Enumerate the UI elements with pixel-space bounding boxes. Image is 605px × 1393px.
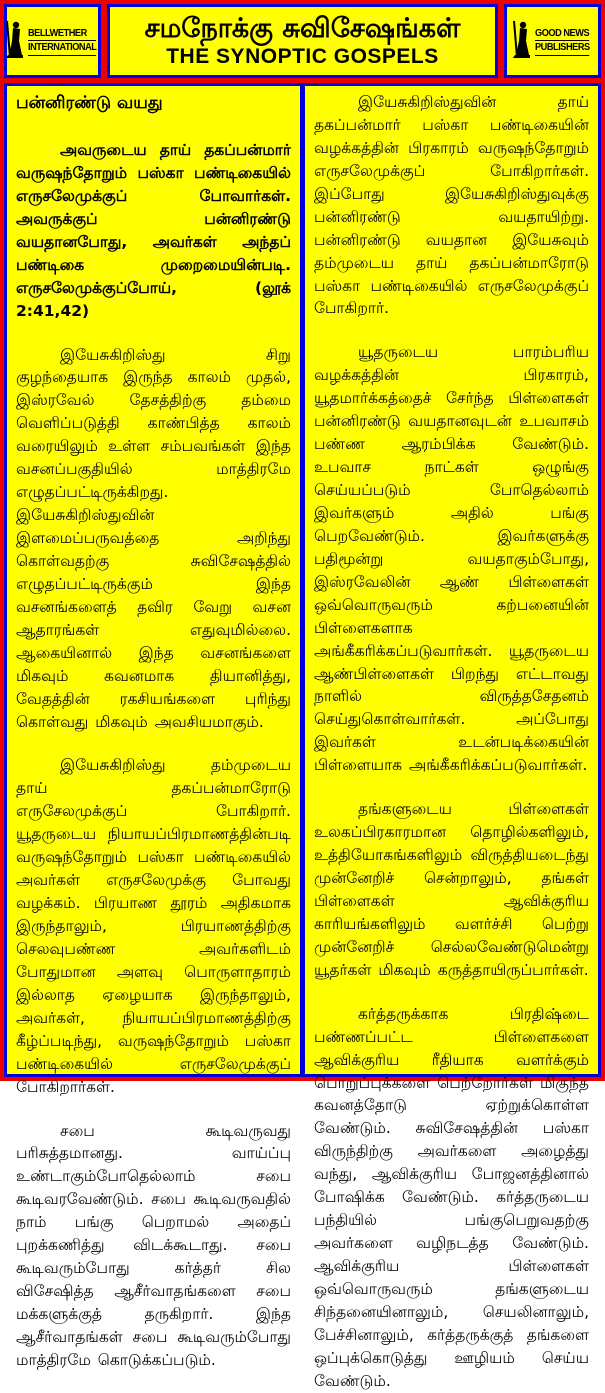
section-heading: பன்னிரண்டு வயது bbox=[16, 93, 163, 113]
content-area bbox=[4, 83, 601, 1390]
figure-with-staff-icon bbox=[510, 19, 532, 63]
logo-line-2: INTERNATIONAL bbox=[28, 41, 96, 56]
paragraph: கர்த்தருக்காக பிரதிஷ்டை பண்ணப்பட்ட பிள்ளைகளை ஆவிக்குரிய ரீதியாக வளர்க்கும் பொறுப்புக்களை பெற்றோர்கள் மிகுந்த கவனத்தோடு ஏற்றுக்கொள்ள வேண்டும். சுவிசேஷத்தின் பஸ்கா விருந்திற்கு அவர்களை அழைத்து வந்து, ஆவிக்குரிய போஜனத்தினால் போஷிக்க வேண்டும். கர்த்தருடைய பந்தியில் பங்குபெறுவதற்கு அவர்களை வழிநடத்த வேண்டும். ஆவிக்குரிய பிள்ளைகள் ஒவ்வொருவரும் தங்களுடைய சிந்தனையினாலும், செயலினாலும், பேச்சினாலும், கர்த்தருக்குத் தங்களை ஒப்புக்கொடுத்து ஊழியம் செய்ய வேண்டும். bbox=[314, 1004, 589, 1390]
paragraph: இயேசுகிறிஸ்து சிறு குழந்தையாக இருந்த காலம் முதல், இஸ்ரவேல் தேசத்திற்கு தம்மை வெளிப்படுத்தி காண்பித்த காலம் வரையிலும் உள்ள சம்பவங்கள் இந்த வசனப்பகுதியில் மாத்திரமே எழுதப்பட்டிருக்கிறது. இயேசுகிறிஸ்துவின் இளமைப்பருவத்தை அறிந்து கொள்வதற்கு சுவிசேஷத்தில் எழுதப்பட்டிருக்கும் இந்த வசனங்களைத் தவிர வேறு வசன ஆதாரங்கள் எதுவுமில்லை. ஆகையினால் இந்த வசனங்களை மிகவும் கவனமாக தியானித்து, வேதத்தின் ரகசியங்களை புரிந்து கொள்வது மிகவும் அவசியமாகும். bbox=[16, 345, 291, 731]
page-header bbox=[4, 4, 601, 78]
paragraph: இயேசுகிறிஸ்துவின் தாய் தகப்பன்மார் பஸ்கா பண்டிகையின் வழக்கத்தின் பிரகாரம் வருஷந்தோறும் எருசலேமுக்குப் போகிறார்கள். இப்போது இயேசுகிறிஸ்துவுக்கு பன்னிரண்டு வயதாயிற்று. பன்னிரண்டு வயதான இயேசுவும் தம்முடைய தாய் தகப்பன்மாரோடு பஸ்கா பண்டிகையில் எருசலேமுக்குப் போகிறார். bbox=[314, 93, 589, 318]
title-panel bbox=[107, 4, 498, 78]
bellwether-international-logo bbox=[4, 4, 101, 78]
paragraph: இயேசுகிறிஸ்து தம்முடைய தாய் தகப்பன்மாரோடு எருசேலமுக்குப் போகிறார். யூதருடைய நியாயப்பிரமாணத்தின்படி வருஷந்தோறும் பஸ்கா பண்டிகையில் அவர்கள் எருசலேமுக்கு போவது வழக்கம். பிரயாண தூரம் அதிகமாக இருந்தாலும், பிரயாணத்திற்கு செலவுபண்ண அவர்களிடம் போதுமான அளவு பொருளாதாரம் இல்லாத ஏழையாக இருந்தாலும், அவர்கள், நியாயப்பிரமாணத்திற்கு கீழ்ப்படிந்து, வருஷந்தோறும் பஸ்கா பண்டிகையில் எருசலேமுக்குப் போகிறார்கள். bbox=[16, 756, 291, 1096]
left-column bbox=[7, 86, 300, 1369]
good-news-publishers-logo bbox=[504, 4, 601, 78]
logo-line-2: PUBLISHERS bbox=[535, 41, 590, 56]
logo-line-1: GOOD NEWS bbox=[535, 27, 590, 42]
paragraph: சபை கூடிவருவது பரிசுத்தமானது. வாய்ப்பு உண்டாகும்போதெல்லாம் சபை கூடிவரவேண்டும். சபை கூடிவருவதில் நாம் பங்கு பெறாமல் அதைப் புறக்கணித்து விடக்கூடாது. சபை கூடிவரும்போது கர்த்தர் சில விசேஷித்த ஆசீர்வாதங்களை சபை மக்களுக்குத் தருகிறார். இந்த ஆசீர்வாதங்கள் சபை கூடிவரும்போது மாத்திரமே கொடுக்கப்படும். bbox=[16, 1121, 291, 1369]
right-column bbox=[305, 86, 598, 1390]
logo-line-1: BELLWETHER bbox=[28, 27, 96, 42]
logo-text bbox=[535, 27, 594, 56]
paragraph: யூதருடைய பாரம்பரிய வழக்கத்தின் பிரகாரம், யூதமார்க்கத்தைச் சேர்ந்த பிள்ளைகள் பன்னிரண்டு வயதானவுடன் உபவாசம் பண்ண ஆரம்பிக்க வேண்டும். உபவாச நாட்கள் ஒழுங்கு செய்யப்படும் போதெல்லாம் இவர்களும் அதில் பங்கு பெறவேண்டும். இவர்களுக்கு பதிமூன்று வயதாகும்போது, இஸ்ரவேலின் ஆண் பிள்ளைகள் ஒவ்வொருவரும் கற்பனையின் பிள்ளைகளாக அங்கீகரிக்கப்படுவார்கள். யூதருடைய ஆண்பிள்ளைகள் பிறந்து எட்டாவது நாளில் விருத்தசேதனம் செய்துகொள்வார்கள். அப்போது இவர்கள் உடன்படிக்கையின் பிள்ளையாக அங்கீகரிக்கப்படுவார்கள். bbox=[314, 343, 589, 775]
scripture-quote: அவருடைய தாய் தகப்பன்மார் வருஷந்தோறும் பஸ்கா பண்டிகையில் எருசலேமுக்குப் போவார்கள். அவருக்குப் பன்னிரண்டு வயதானபோது, அவர்கள் அந்தப் பண்டிகை முறைமையின்படி. எருசலேமுக்குப்போய், (லூக் 2:41,42) bbox=[16, 141, 291, 320]
page-title-english: THE SYNOPTIC GOSPELS bbox=[166, 45, 439, 69]
page-title-tamil: சமநோக்கு சுவிசேஷங்கள் bbox=[144, 12, 461, 44]
paragraph: தங்களுடைய பிள்ளைகள் உலகப்பிரகாரமான தொழில்களிலும், உத்தியோகங்களிலும் விருத்தியடைந்து முன்னேறிச் சென்றாலும், தங்கள் பிள்ளைகள் ஆவிக்குரிய காரியங்களிலும் வளர்ச்சி பெற்று முன்னேறிச் செல்லவேண்டுமென்று யூதர்கள் மிகவும் கருத்தாயிருப்பார்கள். bbox=[314, 800, 589, 979]
figure-with-staff-icon bbox=[3, 19, 25, 63]
logo-text bbox=[28, 27, 102, 56]
